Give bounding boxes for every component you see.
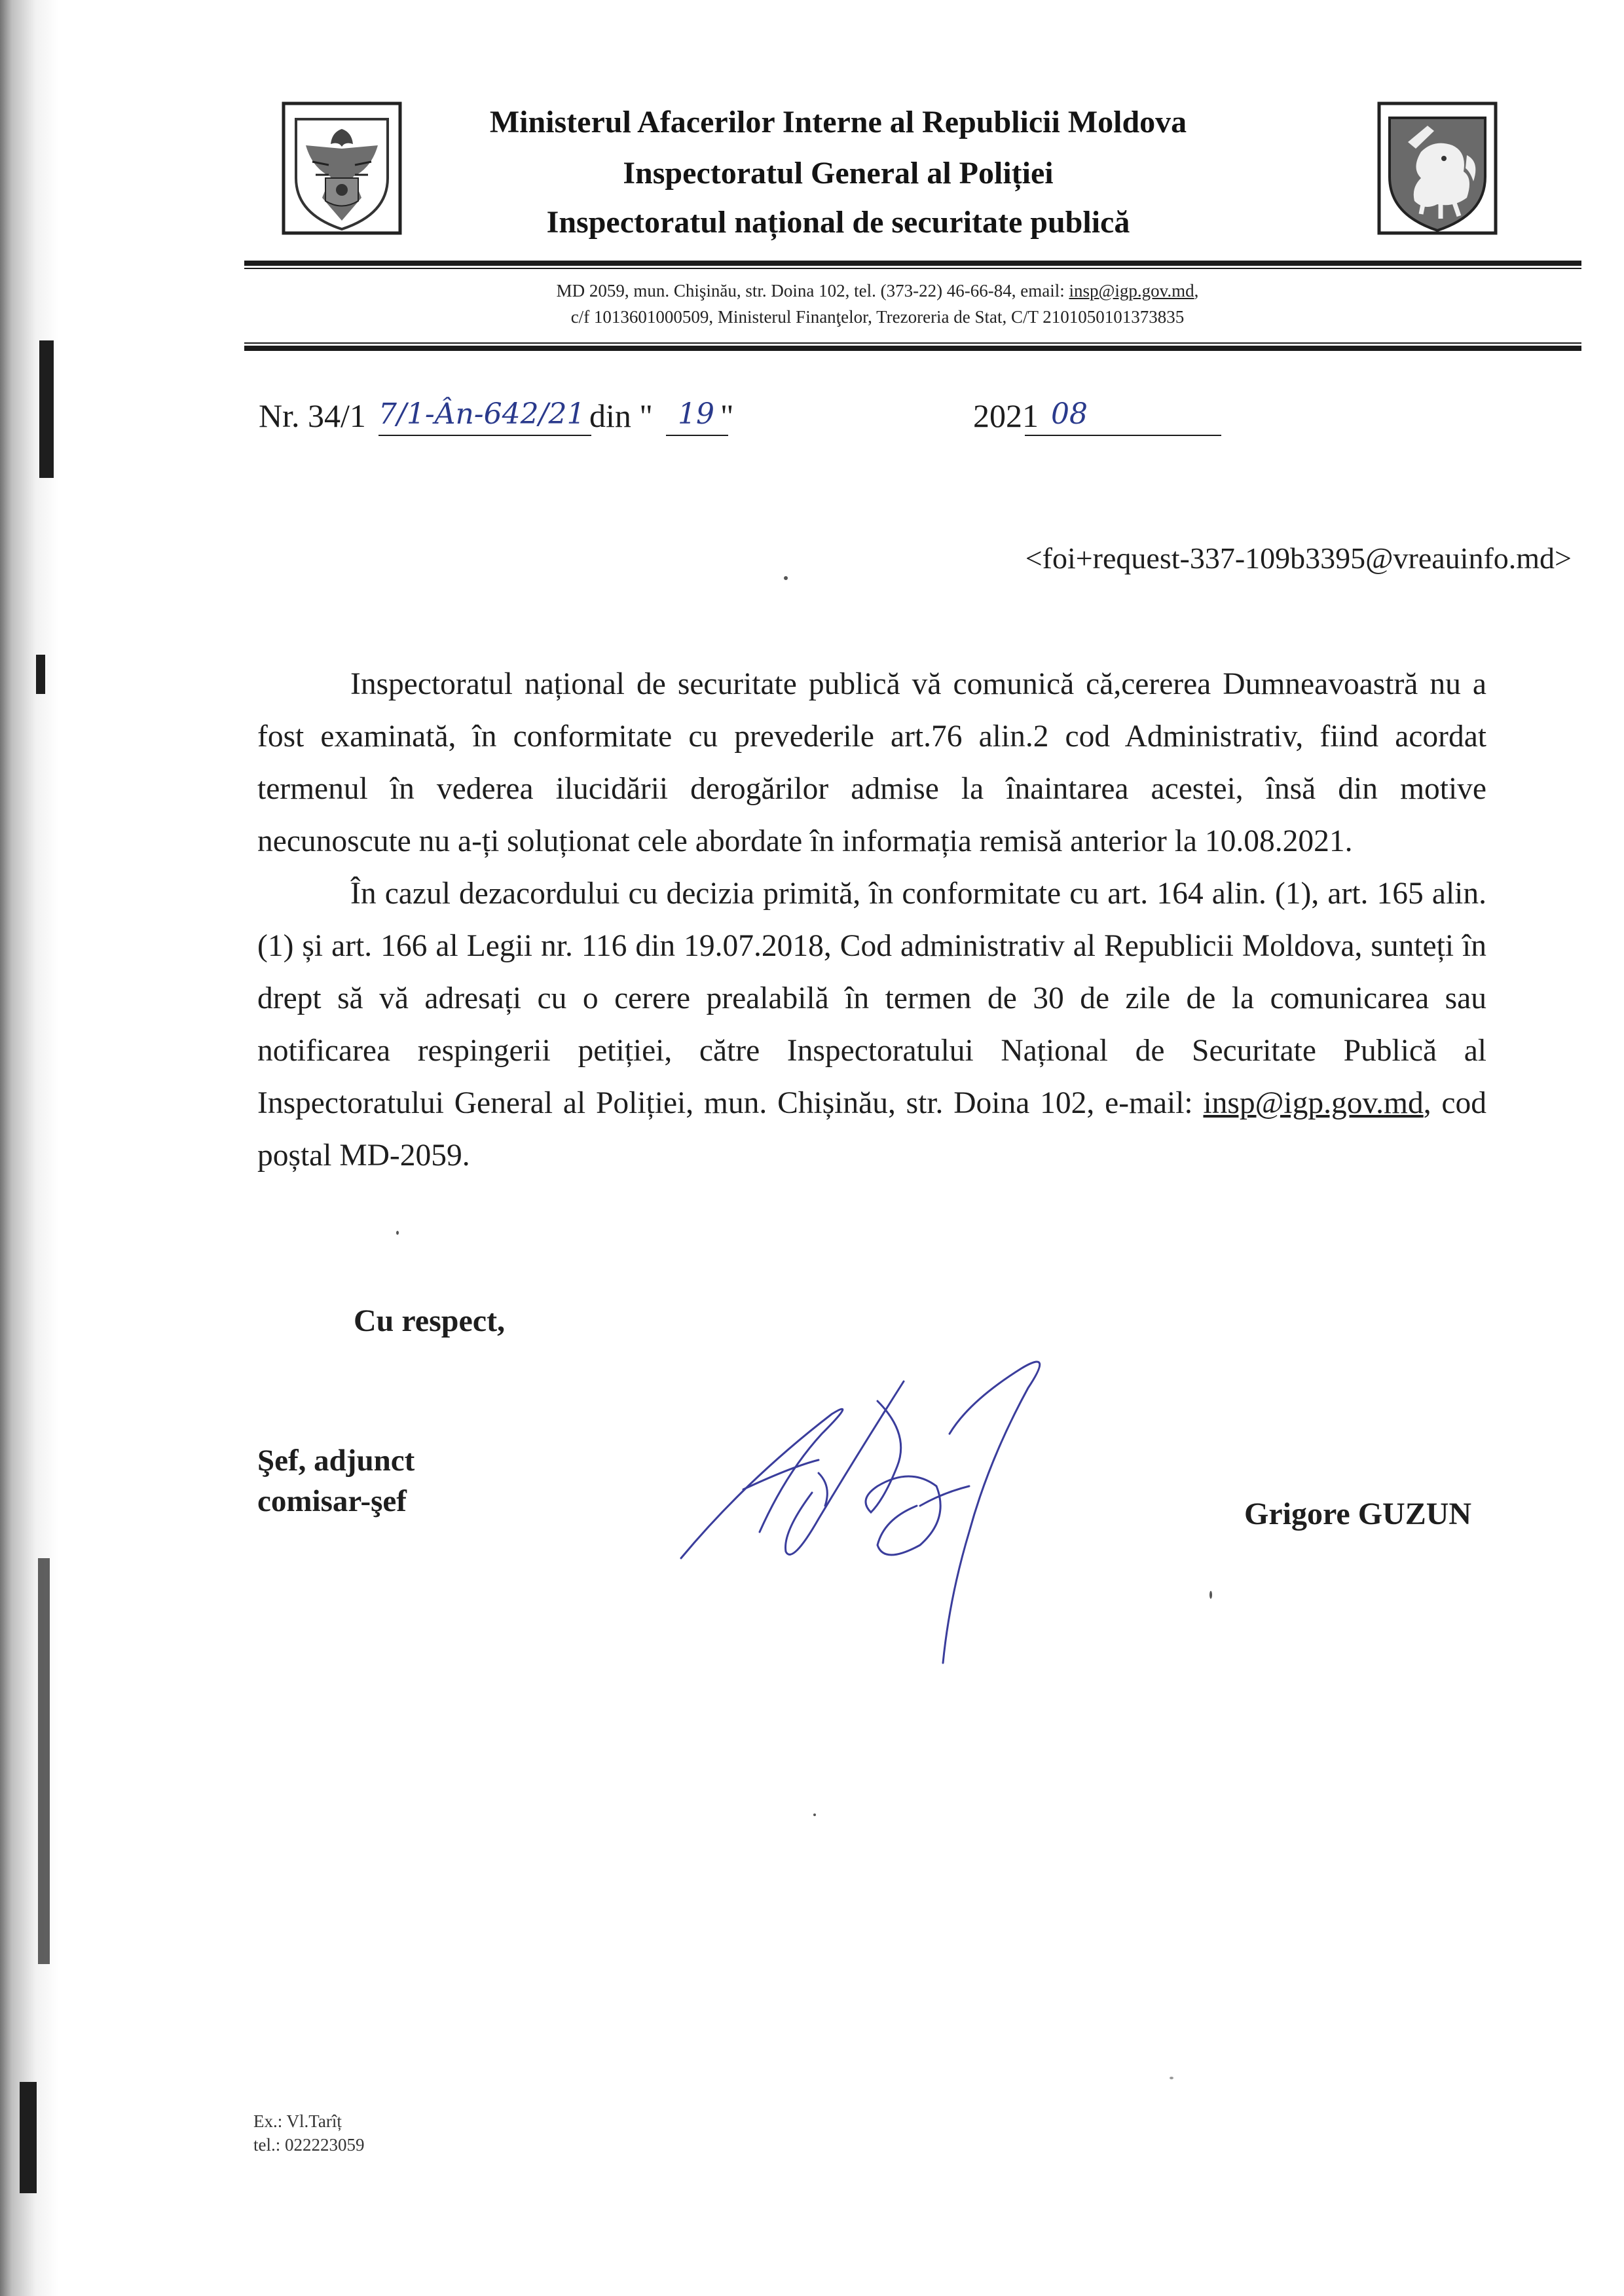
reference-number-label: Nr. 34/1 (259, 397, 366, 434)
ministry-title: Ministerul Afacerilor Interne al Republicii Moldova (489, 105, 1187, 139)
scan-edge-mark (39, 340, 54, 478)
executor-info (253, 2109, 365, 2157)
reference-number-handwritten: 7/1-Ân-642/21 (378, 397, 585, 431)
executor-phone: tel.: 022223059 (253, 2135, 365, 2155)
recipient-email: <foi+request-337-109b3395@vreauinfo.md> (1025, 541, 1572, 575)
closing-salutation: Cu respect, (354, 1303, 506, 1338)
date-month-underline (1025, 435, 1221, 436)
body-paragraph-2-end: , cod poștal MD-2059. (257, 1086, 1486, 1173)
date-day: 19 (678, 397, 714, 431)
letter-body (257, 658, 1486, 1182)
contact-line-1 (367, 278, 1388, 304)
header-rule-bottom (244, 346, 1581, 351)
body-paragraph-2 (257, 867, 1486, 1182)
executor-name: Ex.: Vl.Tarîț (253, 2111, 342, 2131)
scan-speck (784, 576, 788, 580)
date-year: 2021 (973, 397, 1039, 434)
date-quote-close: " (720, 397, 734, 434)
scan-speck (813, 1813, 816, 1816)
signatory-name: Grigore GUZUN (1244, 1497, 1472, 1531)
contact-info (367, 278, 1388, 330)
police-emblem-icon (1375, 100, 1500, 237)
body-email-link[interactable]: insp@igp.gov.md (1203, 1086, 1424, 1120)
reference-number-underline (378, 435, 591, 436)
letterhead (367, 98, 1310, 249)
header-rule-top-thin (244, 268, 1581, 269)
date-day-underline (666, 435, 728, 436)
signatory-role-line-1: Şef, adjunct (257, 1444, 415, 1478)
contact-line-2: c/f 1013601000509, Ministerul Finanţelor, Trezoreria de Stat, C/T 2101050101373835 (570, 307, 1185, 327)
scan-speck (396, 1231, 399, 1235)
header-rule-bottom-thin (244, 342, 1581, 344)
body-paragraph-2-text: În cazul dezacordului cu decizia primită, în conformitate cu art. 164 alin. (1), art. 165 alin. (1) și art. 166 al Legii nr. 116 din 19.07.2018, Cod administrativ al Republicii Moldova, sunteți în drept să vă adresați cu o cerere prealabilă în termen de 30 de zile de la comunicarea sau notificarea respingerii petiției, către Inspectoratului Național de Securitate Publică al Inspectoratului General al Poliției, mun. Chișinău, str. Doina 102, e-mail: (257, 877, 1486, 1120)
handwritten-signature (661, 1336, 1185, 1702)
contact-email[interactable]: insp@igp.gov.md (1069, 281, 1194, 301)
date-label: din " (589, 397, 653, 434)
header-rule-top (244, 261, 1581, 266)
general-inspectorate-title: Inspectoratul General al Poliției (623, 156, 1054, 191)
date-month: 08 (1051, 397, 1088, 431)
scan-edge-mark (20, 2082, 37, 2193)
contact-comma: , (1194, 281, 1199, 301)
scan-edge-mark (38, 1558, 50, 1964)
scan-speck (1170, 2077, 1173, 2079)
national-inspectorate-title: Inspectoratul național de securitate publică (546, 205, 1130, 240)
body-paragraph-1: Inspectoratul național de securitate publică vă comunică că,cererea Dumneavoastră nu a fost examinată, în conformitate cu prevederile art.76 alin.2 cod Administrativ, fiind acordat termenul în vederea ilucidării derogărilor admise la înaintarea acestei, însă din motive necunoscute nu a-ți soluționat cele abordate în informația remisă anterior la 10.08.2021. (257, 667, 1486, 858)
signatory-role-line-2: comisar-şef (257, 1484, 407, 1518)
scan-speck (1209, 1591, 1212, 1599)
scan-edge-mark (36, 655, 45, 694)
contact-address: MD 2059, mun. Chişinău, str. Doina 102, tel. (373-22) 46-66-84, email: (556, 281, 1069, 301)
signatory-role (257, 1440, 415, 1522)
